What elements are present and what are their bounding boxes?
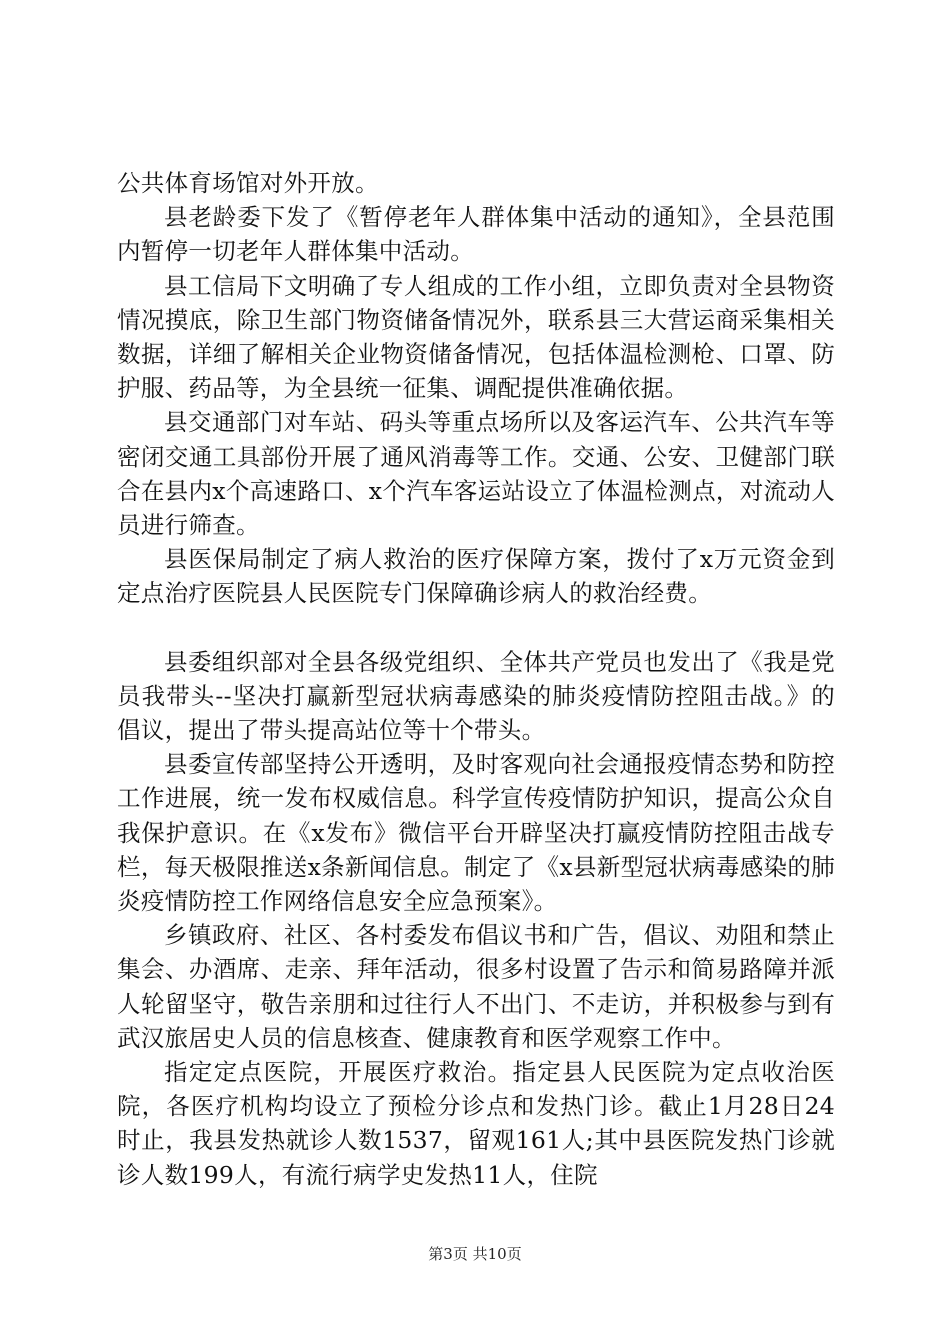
paragraph: 县交通部门对车站、码头等重点场所以及客运汽车、公共汽车等密闭交通工具部份开展了通风消毒等工作。交通、公安、卫健部门联合在县内x个高速路口、x个汽车客运站设立了体温检测点，对流动人员进行筛查。 xyxy=(117,408,835,540)
paragraph: 县老龄委下发了《暂停老年人群体集中活动的通知》，全县范围内暂停一切老年人群体集中活动。 xyxy=(117,203,835,266)
document-body xyxy=(117,166,835,1192)
page-footer xyxy=(0,1244,950,1264)
paragraph: 公共体育场馆对外开放。 xyxy=(117,169,379,197)
page-number-label: 第3页 共10页 xyxy=(428,1245,522,1263)
paragraph: 乡镇政府、社区、各村委发布倡议书和广告，倡议、劝阻和禁止集会、办酒席、走亲、拜年活动，很多村设置了告示和简易路障并派人轮留坚守，敬告亲朋和过往行人不出门、不走访，并积极参与到有武汉旅居史人员的信息核查、健康教育和医学观察工作中。 xyxy=(117,921,835,1052)
paragraph: 县工信局下文明确了专人组成的工作小组，立即负责对全县物资情况摸底，除卫生部门物资储备情况外，联系县三大营运商采集相关数据，详细了解相关企业物资储备情况，包括体温检测枪、口罩、防护服、药品等，为全县统一征集、调配提供准确依据。 xyxy=(117,271,835,403)
paragraph: 指定定点医院，开展医疗救治。指定县人民医院为定点收治医院，各医疗机构均设立了预检分诊点和发热门诊。截止1月28日24时止，我县发热就诊人数1537，留观161人;其中县医院发热门诊就诊人数199人，有流行病学史发热11人，住院 xyxy=(117,1058,835,1189)
paragraph: 县委组织部对全县各级党组织、全体共产党员也发出了《我是党员我带头--坚决打赢新型冠状病毒感染的肺炎疫情防控阻击战。》的倡议，提出了带头提高站位等十个带头。 xyxy=(117,647,835,745)
paragraph: 县医保局制定了病人救治的医疗保障方案，拨付了x万元资金到定点治疗医院县人民医院专门保障确诊病人的救治经费。 xyxy=(117,545,835,608)
paragraph: 县委宣传部坚持公开透明，及时客观向社会通报疫情态势和防控工作进展，统一发布权威信息。科学宣传疫情防护知识，提高公众自我保护意识。在《x发布》微信平台开辟坚决打赢疫情防控阻击战专栏，每天极限推送x条新闻信息。制定了《x县新型冠状病毒感染的肺炎疫情防控工作网络信息安全应急预案》。 xyxy=(117,750,835,916)
